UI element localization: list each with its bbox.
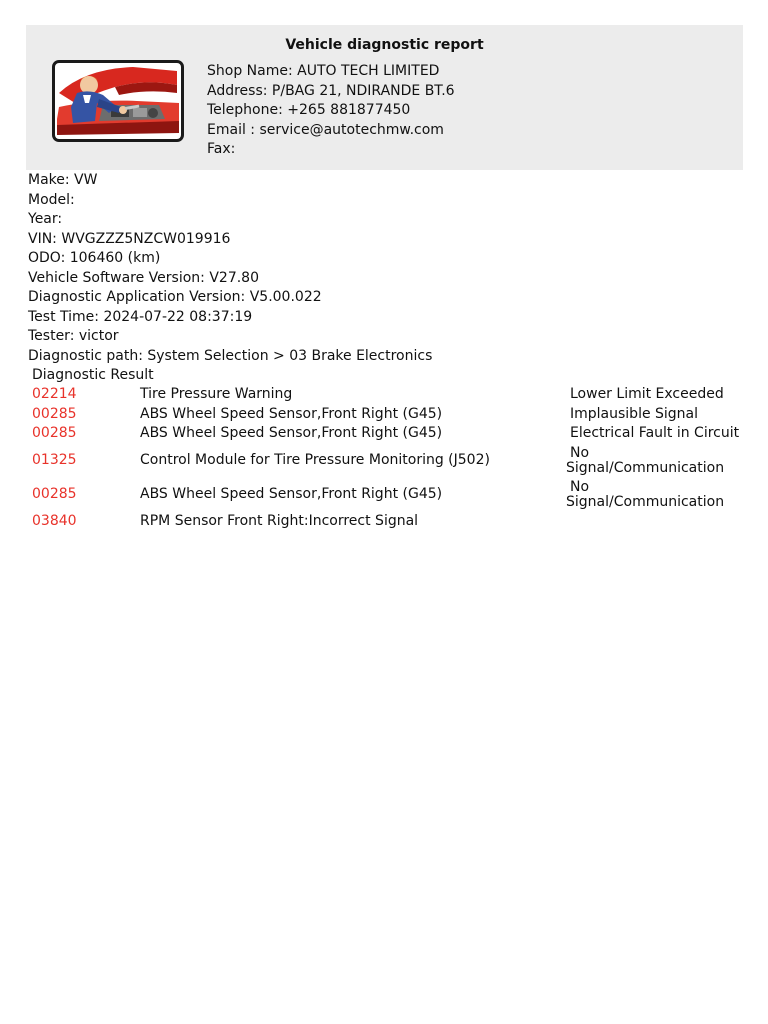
test-time: Test Time: 2024-07-22 08:37:19 xyxy=(28,308,253,325)
fault-status: Implausible Signal xyxy=(570,406,699,422)
fault-description: ABS Wheel Speed Sensor,Front Right (G45) xyxy=(140,406,443,422)
fault-description: Tire Pressure Warning xyxy=(140,386,293,402)
report-header xyxy=(26,25,743,170)
fault-code: 00285 xyxy=(32,486,77,502)
diagnostic-app-version: Diagnostic Application Version: V5.00.022 xyxy=(28,289,322,305)
fault-code: 01325 xyxy=(32,452,77,468)
fault-code: 02214 xyxy=(32,386,77,402)
tester-name: Tester: victor xyxy=(28,328,119,344)
shop-logo xyxy=(52,60,184,142)
mechanic-repairing-car-logo-icon xyxy=(55,63,181,139)
vehicle-model: Model: xyxy=(28,191,75,208)
report-title: Vehicle diagnostic report xyxy=(285,37,484,53)
vehicle-software-version: Vehicle Software Version: V27.80 xyxy=(28,269,259,286)
shop-address: Address: P/BAG 21, NDIRANDE BT.6 xyxy=(207,82,455,99)
fault-description: ABS Wheel Speed Sensor,Front Right (G45) xyxy=(140,425,443,441)
diagnostic-result-heading: Diagnostic Result xyxy=(32,367,154,383)
diagnostic-path: Diagnostic path: System Selection > 03 Brake Electronics xyxy=(28,347,433,364)
fault-status-line: Signal/Communication xyxy=(566,459,725,476)
fault-code: 03840 xyxy=(32,513,77,529)
vehicle-make: Make: VW xyxy=(28,172,98,188)
fault-description: Control Module for Tire Pressure Monitoring (J502) xyxy=(140,452,490,468)
shop-telephone: Telephone: +265 881877450 xyxy=(207,102,411,118)
fault-description: ABS Wheel Speed Sensor,Front Right (G45) xyxy=(140,486,443,502)
fault-code: 00285 xyxy=(32,425,77,441)
fault-status-line: Signal/Communication xyxy=(566,493,725,510)
fault-description: RPM Sensor Front Right:Incorrect Signal xyxy=(140,513,419,529)
fault-status xyxy=(566,446,756,475)
vehicle-vin: VIN: WVGZZZ5NZCW019916 xyxy=(28,230,231,247)
fault-status: Electrical Fault in Circuit xyxy=(570,425,740,441)
fault-status: Lower Limit Exceeded xyxy=(570,386,724,402)
shop-info xyxy=(207,62,455,160)
vehicle-info xyxy=(28,171,432,366)
vehicle-year: Year: xyxy=(28,211,63,227)
fault-status xyxy=(566,480,756,509)
vehicle-odometer: ODO: 106460 (km) xyxy=(28,250,161,266)
shop-email: Email : service@autotechmw.com xyxy=(207,121,444,138)
shop-name: Shop Name: AUTO TECH LIMITED xyxy=(207,63,440,79)
fault-status-line: No xyxy=(570,479,590,495)
fault-code: 00285 xyxy=(32,406,77,422)
shop-fax: Fax: xyxy=(207,141,236,157)
fault-status-line: No xyxy=(570,445,590,461)
